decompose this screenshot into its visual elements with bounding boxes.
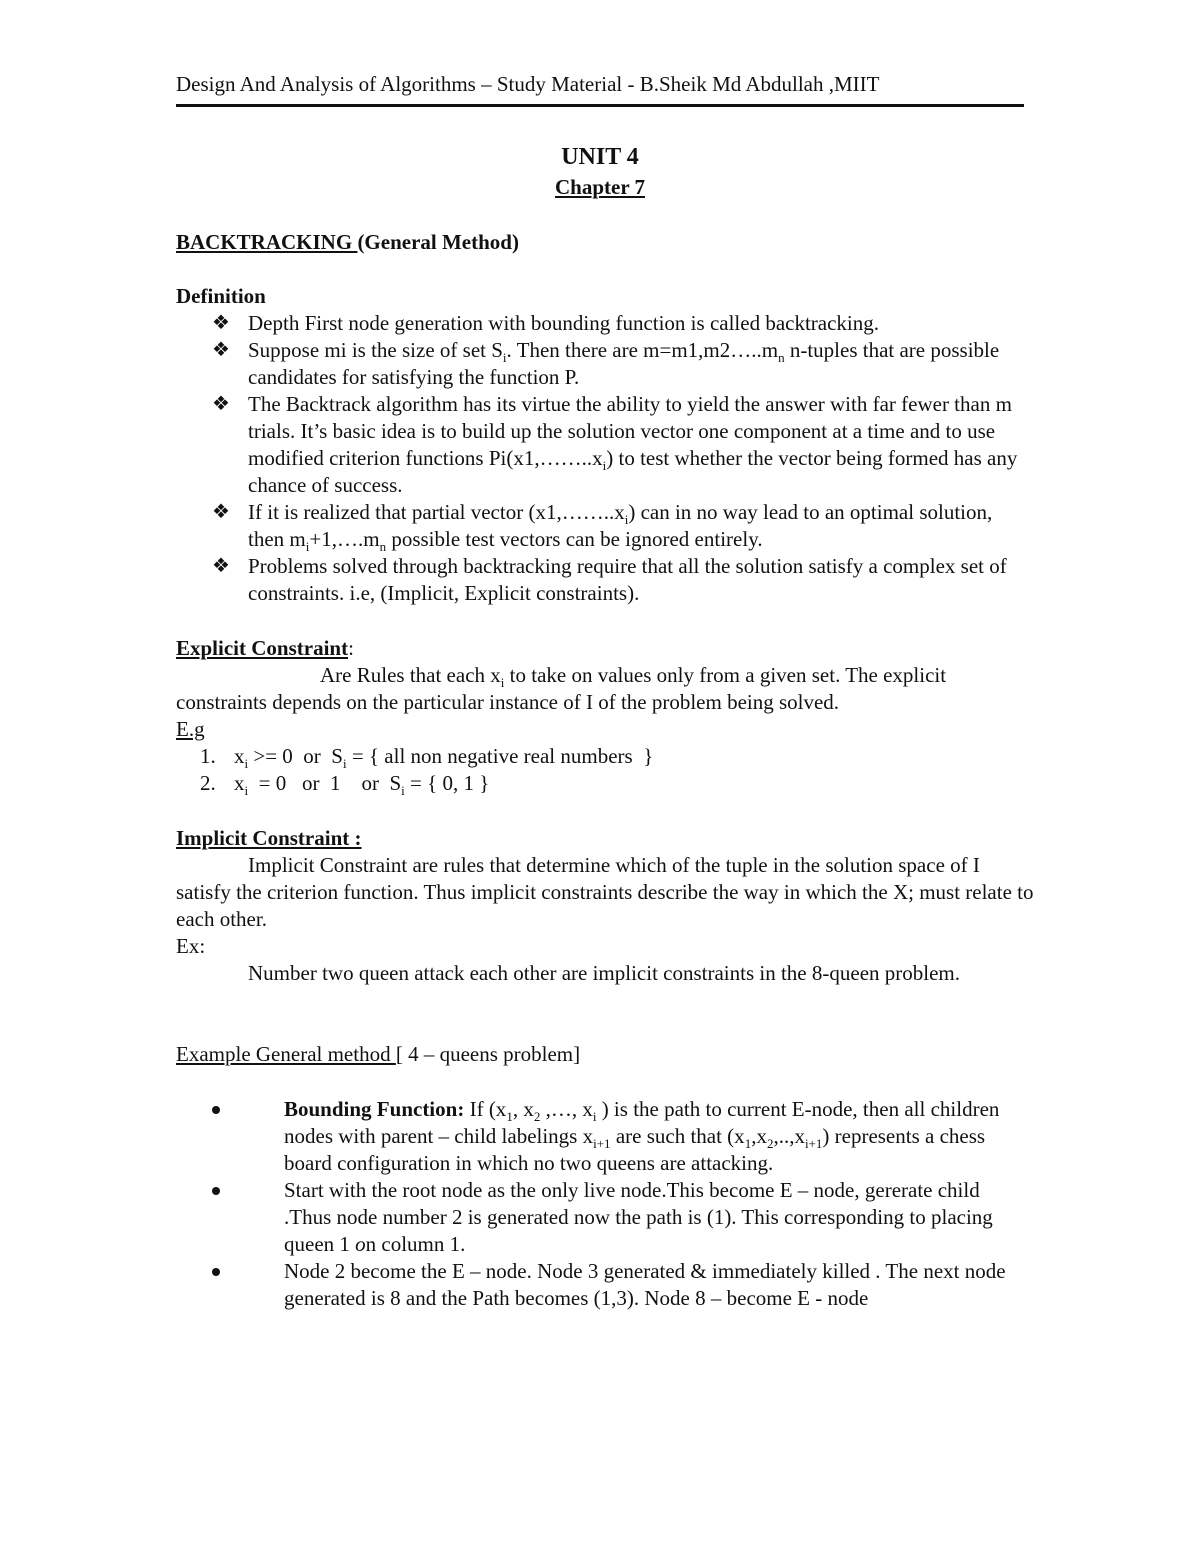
explicit-paragraph: Are Rules that each $x_i$ to take on values only from a given set. The explicit constraints depends on the particular instance of I of the problem being solved. xyxy=(176,663,947,714)
explicit-examples xyxy=(200,743,653,797)
example-heading: Example General method [ 4 – queens problem] xyxy=(176,1042,581,1066)
diamond-bullet-icon: ❖ xyxy=(212,339,230,361)
diamond-bullet-icon: ❖ xyxy=(212,312,230,334)
list-item: ❖ Problems solved through backtracking require that all the solution satisfy a complex set of constraints. i.e, (Implicit, Explicit constraints). xyxy=(212,554,1007,605)
definition-heading: Definition xyxy=(176,284,266,308)
list-item: Bounding Function: If ($x_1$, $x_2$ ,…, $x_i$ ) is the path to current E-node, then all children nodes with parent – child labelings $x_{i+1}$ are such that $(x_1,x_2,..,x_{i+1})$ represents a chess board configuration in which no two queens are attacking. xyxy=(210,1096,1030,1177)
explicit-heading: Explicit Constraint: xyxy=(176,636,354,660)
queens-list xyxy=(210,1096,1030,1312)
page-header: Design And Analysis of Algorithms – Study Material - B.Sheik Md Abdullah ,MIIT xyxy=(176,70,1024,107)
chapter-title: Chapter 7 xyxy=(554,175,646,199)
list-item: Start with the root node as the only live node.This become E – node, gererate child .Thus node number 2 is generated now the path is (1). This corresponding to placing queen 1 on column 1. xyxy=(210,1177,1030,1258)
bullet-dot-icon xyxy=(212,1106,220,1114)
implicit-ex-text: Number two queen attack each other are implicit constraints in the 8-queen problem. xyxy=(248,961,961,985)
list-item: ❖ The Backtrack algorithm has its virtue the ability to yield the answer with far fewer than m trials. It’s basic idea is to build up the solution vector one component at a time and to use modified criterion functions $Pi(x1,\dots\dots..x_i)$ to test whether the vector being formed has any chance of success. xyxy=(212,392,1018,497)
backtracking-heading: BACKTRACKING (General Method) xyxy=(176,230,519,254)
eg-label: E.g xyxy=(176,717,205,741)
bullet-dot-icon xyxy=(212,1187,220,1195)
list-item: 2. $x_i = 0$ or 1 or $S_i$ = { 0, 1 } xyxy=(200,771,490,799)
diamond-bullet-icon: ❖ xyxy=(212,555,230,577)
implicit-ex-label: Ex: xyxy=(176,934,206,958)
implicit-paragraph: Implicit Constraint are rules that determine which of the tuple in the solution space of I satisfy the criterion function. Thus implicit constraints describe the way in which the X; must relate to each other. xyxy=(176,853,1034,931)
bullet-dot-icon xyxy=(212,1268,220,1276)
diamond-bullet-icon: ❖ xyxy=(212,393,230,415)
implicit-heading: Implicit Constraint : xyxy=(176,826,362,850)
list-item: ❖ If it is realized that partial vector $(x1,\dots\dots..x_i)$ can in no way lead to an optimal solution, then $m_i+1,\dots.m_n$ possible test vectors can be ignored entirely. xyxy=(212,500,993,555)
list-item: ❖ Depth First node generation with bounding function is called backtracking. xyxy=(212,311,880,335)
list-item: Node 2 become the E – node. Node 3 generated & immediately killed . The next node generated is 8 and the Path becomes (1,3). Node 8 – become E - node xyxy=(210,1258,1030,1312)
list-item: 1. $x_i >= 0$ or $S_i$ = { all non negative real numbers } xyxy=(200,744,654,772)
list-item: ❖ Suppose mi is the size of set $S_i$. Then there are $m=m1,m2\dots..m_n$ n-tuples that are possible candidates for satisfying the function P. xyxy=(212,338,1000,389)
definition-list xyxy=(212,310,1032,607)
unit-title: UNIT 4 xyxy=(561,144,639,170)
diamond-bullet-icon: ❖ xyxy=(212,501,230,523)
